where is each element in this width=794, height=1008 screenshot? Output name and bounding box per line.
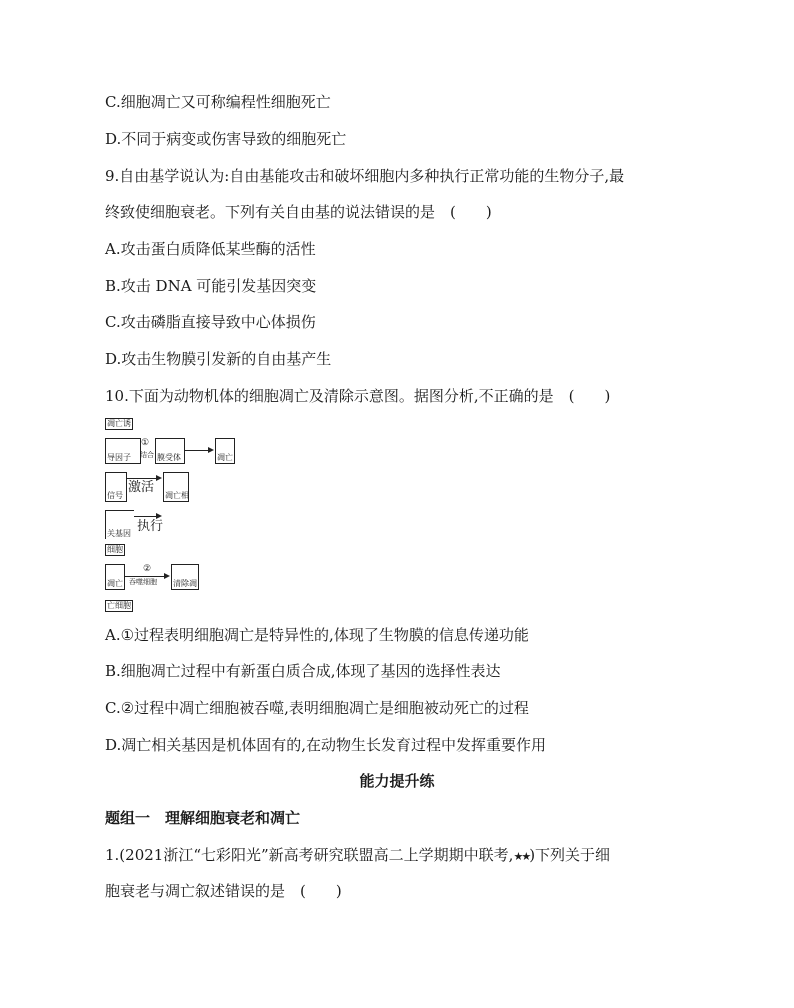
diagram-label-dead: 亡细胞	[107, 601, 131, 610]
execute-label: 执行	[137, 519, 164, 534]
engulf-label: 吞噬细胞	[129, 578, 157, 586]
option-b-q10: B.细胞凋亡过程中有新蛋白质合成,体现了基因的选择性表达	[105, 662, 501, 680]
section-title: 能力提升练	[359, 772, 435, 790]
option-d-q8: D.不同于病变或伤害导致的细胞死亡	[105, 130, 347, 148]
activate-label: 激活	[128, 480, 155, 495]
box-apoptosis-2: 凋亡	[105, 564, 125, 590]
arrow-head-2	[156, 475, 162, 481]
group-title: 题组一 理解细胞衰老和凋亡	[105, 809, 301, 827]
difficulty-star-icon: ★★	[513, 850, 530, 863]
bind-label: 结合	[140, 451, 154, 459]
box-signal: 信号	[105, 472, 127, 502]
option-d-q9: D.攻击生物膜引发新的自由基产生	[105, 350, 332, 368]
arrow-head-4	[164, 573, 170, 579]
apoptosis-diagram	[105, 418, 245, 616]
option-d-q10: D.凋亡相关基因是机体固有的,在动物生长发育过程中发挥重要作用	[105, 736, 547, 754]
arrow-line-3	[134, 516, 156, 517]
step-1-label: ①	[141, 438, 150, 448]
question-1-line1	[105, 845, 610, 867]
arrow-head-1	[208, 447, 214, 453]
option-c-q9: C.攻击磷脂直接导致中心体损伤	[105, 313, 316, 331]
arrow-line-1	[184, 450, 208, 451]
question-1-line2: 胞衰老与凋亡叙述错误的是 ( )	[105, 882, 342, 900]
box-gene: 关基因	[105, 510, 134, 539]
option-c-q8: C.细胞凋亡又可称编程性细胞死亡	[105, 93, 331, 111]
question-10: 10.下面为动物机体的细胞凋亡及清除示意图。据图分析,不正确的是 ( )	[105, 387, 611, 405]
question-1-text-post: )下列关于细	[529, 846, 611, 864]
box-receptor: 膜受体	[155, 438, 185, 464]
question-9-line1: 9.自由基学说认为:自由基能攻击和破坏细胞内多种执行正常功能的生物分子,最	[105, 167, 625, 185]
diagram-label-top: 凋亡诱	[107, 419, 131, 428]
box-apoptosis: 凋亡	[215, 438, 235, 464]
question-9-line2: 终致使细胞衰老。下列有关自由基的说法错误的是 ( )	[105, 203, 492, 221]
option-b-q9: B.攻击 DNA 可能引发基因突变	[105, 277, 317, 295]
arrow-line-4	[125, 576, 165, 577]
box-apop-related: 凋亡相	[163, 472, 189, 502]
step-2-label: ②	[143, 564, 152, 574]
box-clear: 清除凋	[171, 564, 199, 590]
arrow-line-2	[127, 478, 157, 479]
option-a-q9: A.攻击蛋白质降低某些酶的活性	[105, 240, 316, 258]
question-1-text-pre: 1.(2021浙江“七彩阳光”新高考研究联盟高二上学期期中联考,	[105, 846, 514, 864]
option-c-q10: C.②过程中凋亡细胞被吞噬,表明细胞凋亡是细胞被动死亡的过程	[105, 699, 529, 717]
option-a-q10: A.①过程表明细胞凋亡是特异性的,体现了生物膜的信息传递功能	[105, 626, 529, 644]
diagram-label-cell: 细胞	[107, 545, 123, 554]
box-inducer: 导因子	[105, 438, 141, 464]
